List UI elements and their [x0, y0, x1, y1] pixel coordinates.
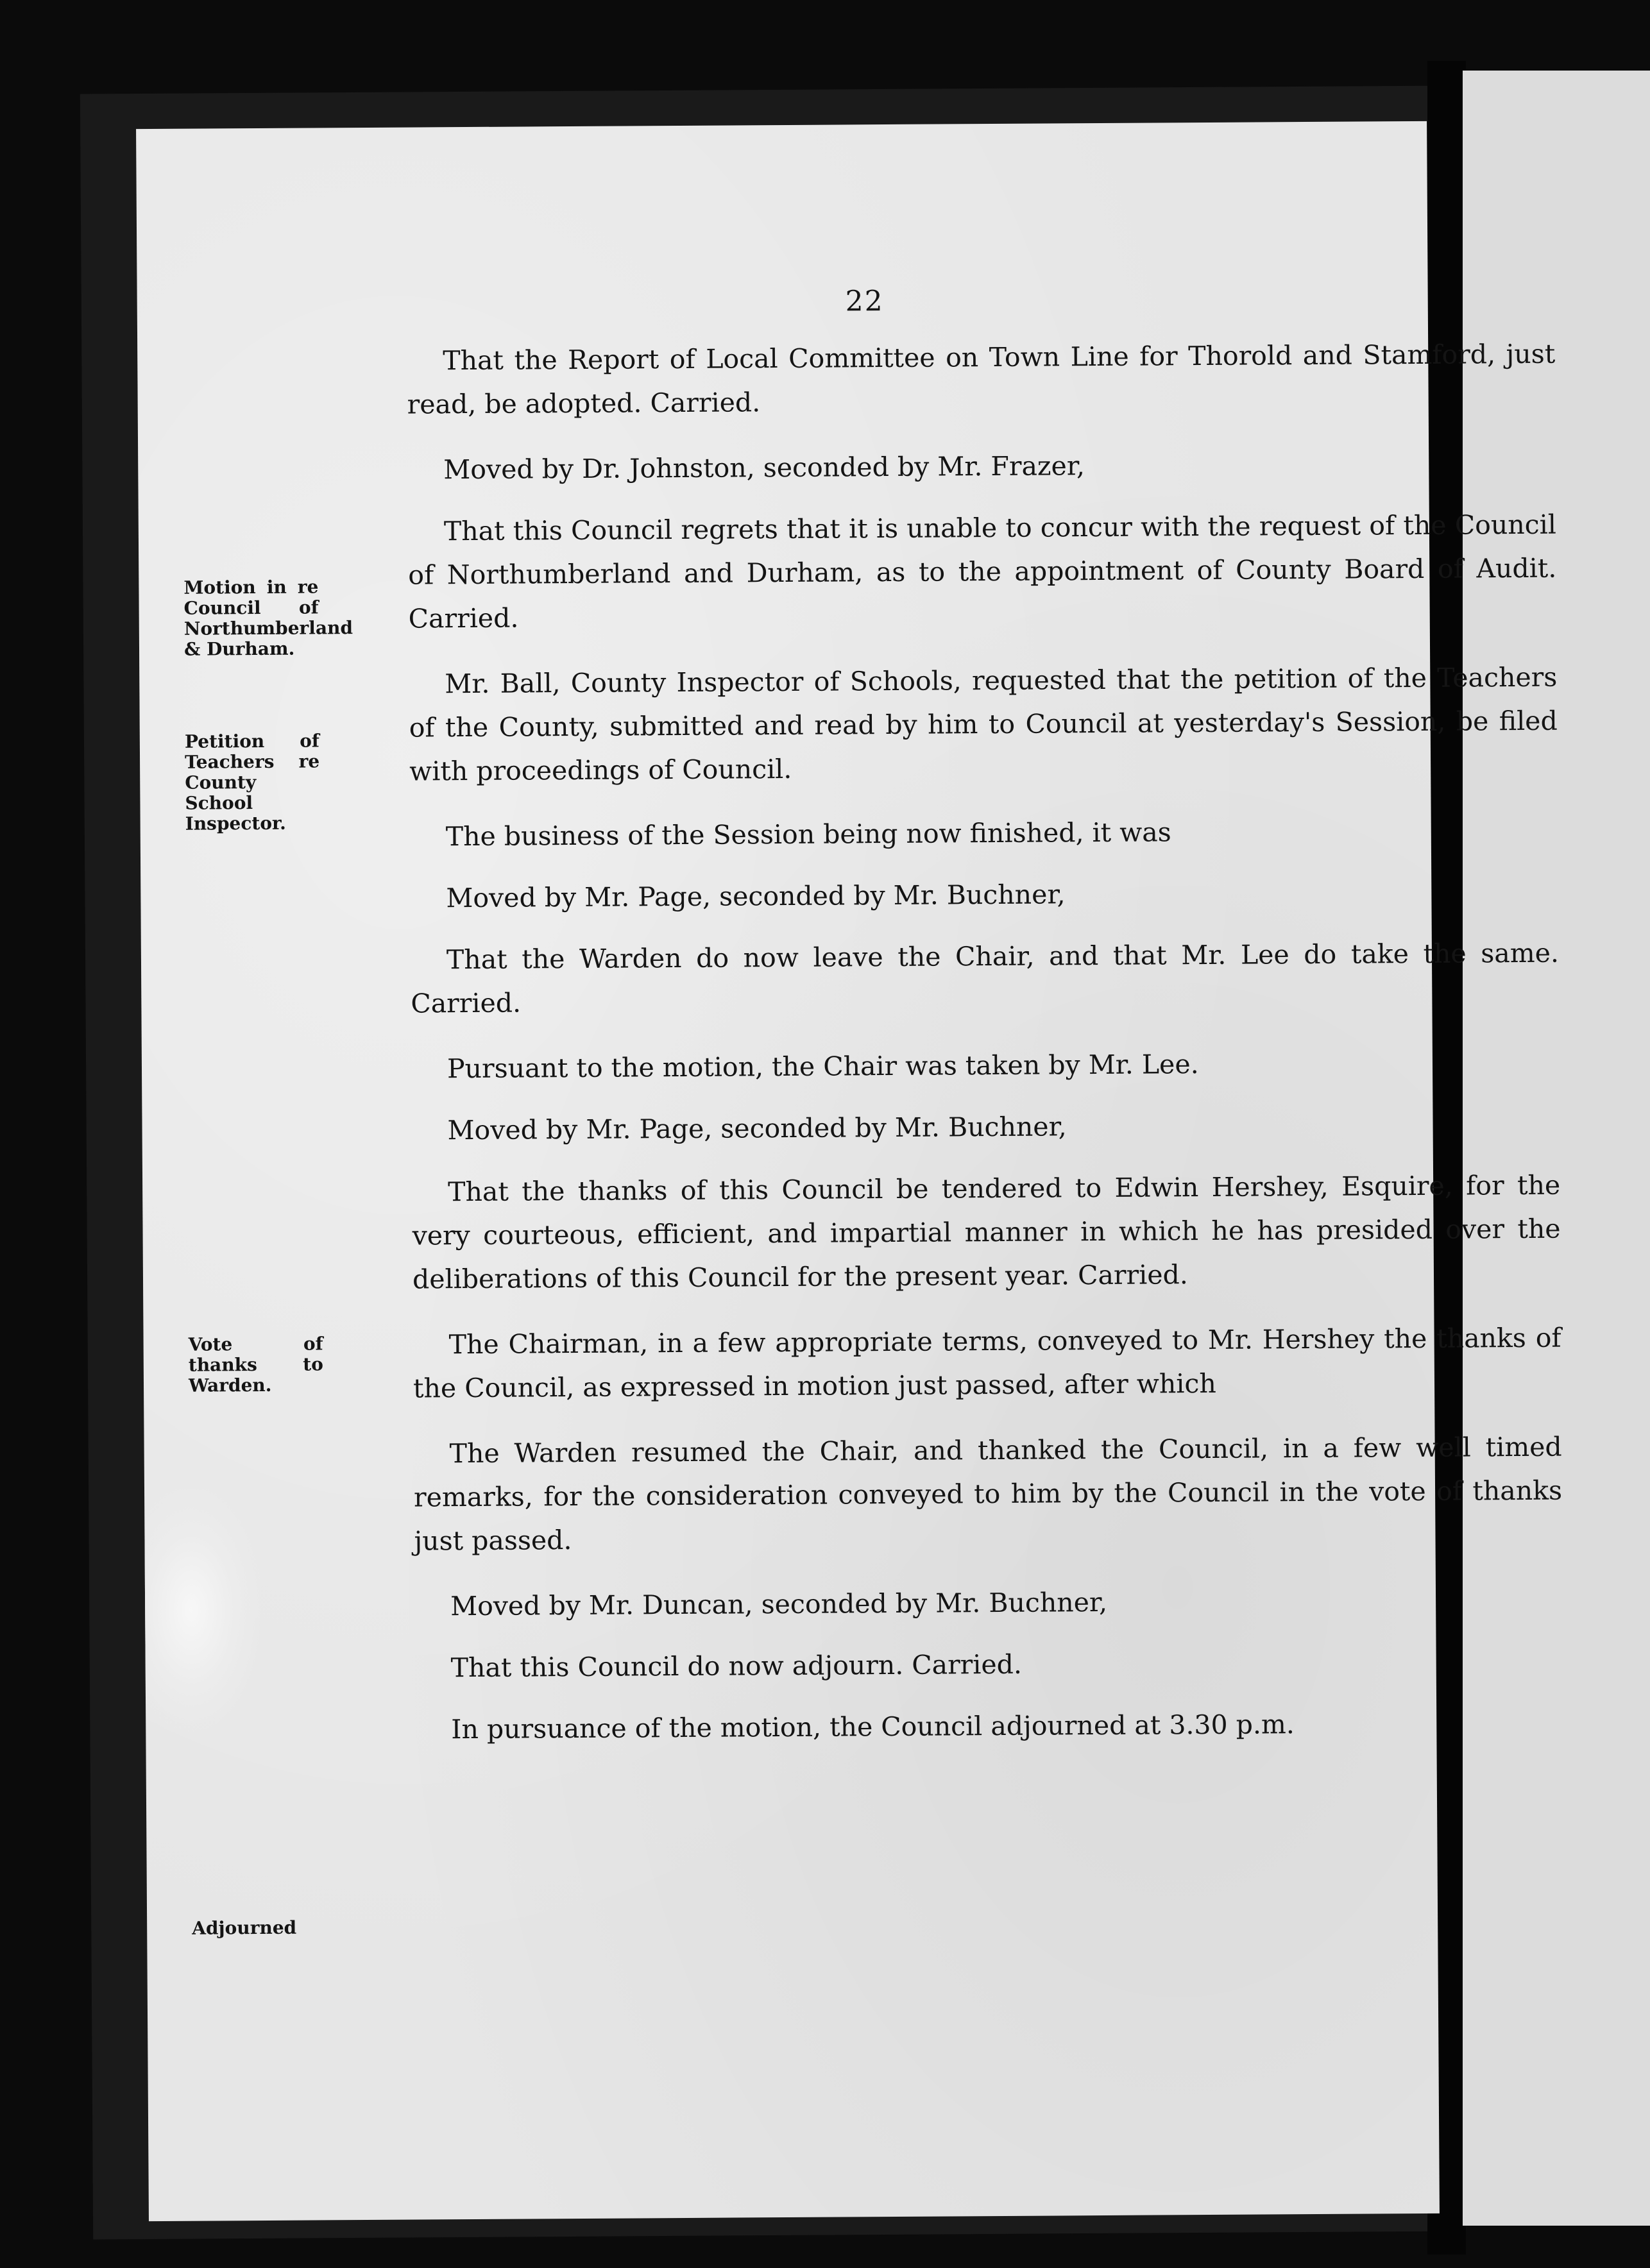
document-page	[136, 121, 1563, 2221]
paragraph-ball-petition: Mr. Ball, County Inspector of Schools, requested that the petition of the Teachers of the County, submitted and read by him to Council at yesterday's Session, be filed with proceedings of Council.	[409, 661, 1558, 787]
paragraph-regrets-concur: That this Council regrets that it is unable to concur with the request of the Council of Northumberland and Durham, as to the appointment of County Board of Audit. Carried.	[408, 509, 1557, 634]
margin-note-northumberland: Motion in re Council of Northumberland & Durham.	[183, 576, 353, 660]
paragraph-moved-page-1: Moved by Mr. Page, seconded by Mr. Buchner,	[446, 879, 1066, 914]
paragraph-chair-taken: Pursuant to the motion, the Chair was taken by Mr. Lee.	[447, 1049, 1199, 1085]
margin-note-adjourned: Adjourned	[192, 1917, 297, 1939]
paragraph-moved-duncan: Moved by Mr. Duncan, seconded by Mr. Buchner,	[450, 1586, 1108, 1622]
page-number: 22	[845, 285, 884, 318]
paragraph-warden-leave-chair: That the Warden do now leave the Chair, and that Mr. Lee do take the same. Carried.	[411, 937, 1560, 1019]
margin-note-petition: Petition of Teachers re County School Inspector.	[184, 730, 320, 834]
paragraph-adjourn-motion: That this Council do now adjourn. Carried.	[450, 1648, 1023, 1684]
paragraph-moved-page-2: Moved by Mr. Page, seconded by Mr. Buchner,	[447, 1111, 1067, 1146]
paragraph-thanks-hershey: That the thanks of this Council be tendered to Edwin Hershey, Esquire, for the very courteous, efficient, and impartial manner in which he has presided over the deliberations of this Council for the present year. Carried.	[412, 1169, 1561, 1295]
paragraph-warden-resumed: The Warden resumed the Chair, and thanked the Council, in a few well timed remarks, for the consideration conveyed to him by the Council in the vote of thanks just passed.	[413, 1431, 1563, 1557]
paragraph-council-adjourned: In pursuance of the motion, the Council adjourned at 3.30 p.m.	[451, 1709, 1295, 1745]
paragraph-business-finished: The business of the Session being now finished, it was	[445, 817, 1171, 852]
margin-note-vote-of-thanks: Vote of thanks to Warden.	[188, 1333, 323, 1396]
page-stain	[144, 1488, 261, 1732]
paragraph-report-adopted: That the Report of Local Committee on Town Line for Thorold and Stamford, just read, be adopted. Carried.	[407, 338, 1556, 420]
paragraph-chairman-conveyed: The Chairman, in a few appropriate terms, conveyed to Mr. Hershey the thanks of the Council, as expressed in motion just passed, after which	[413, 1322, 1561, 1404]
paragraph-moved-johnston: Moved by Dr. Johnston, seconded by Mr. Frazer,	[443, 450, 1085, 486]
body-text	[407, 332, 1564, 1773]
